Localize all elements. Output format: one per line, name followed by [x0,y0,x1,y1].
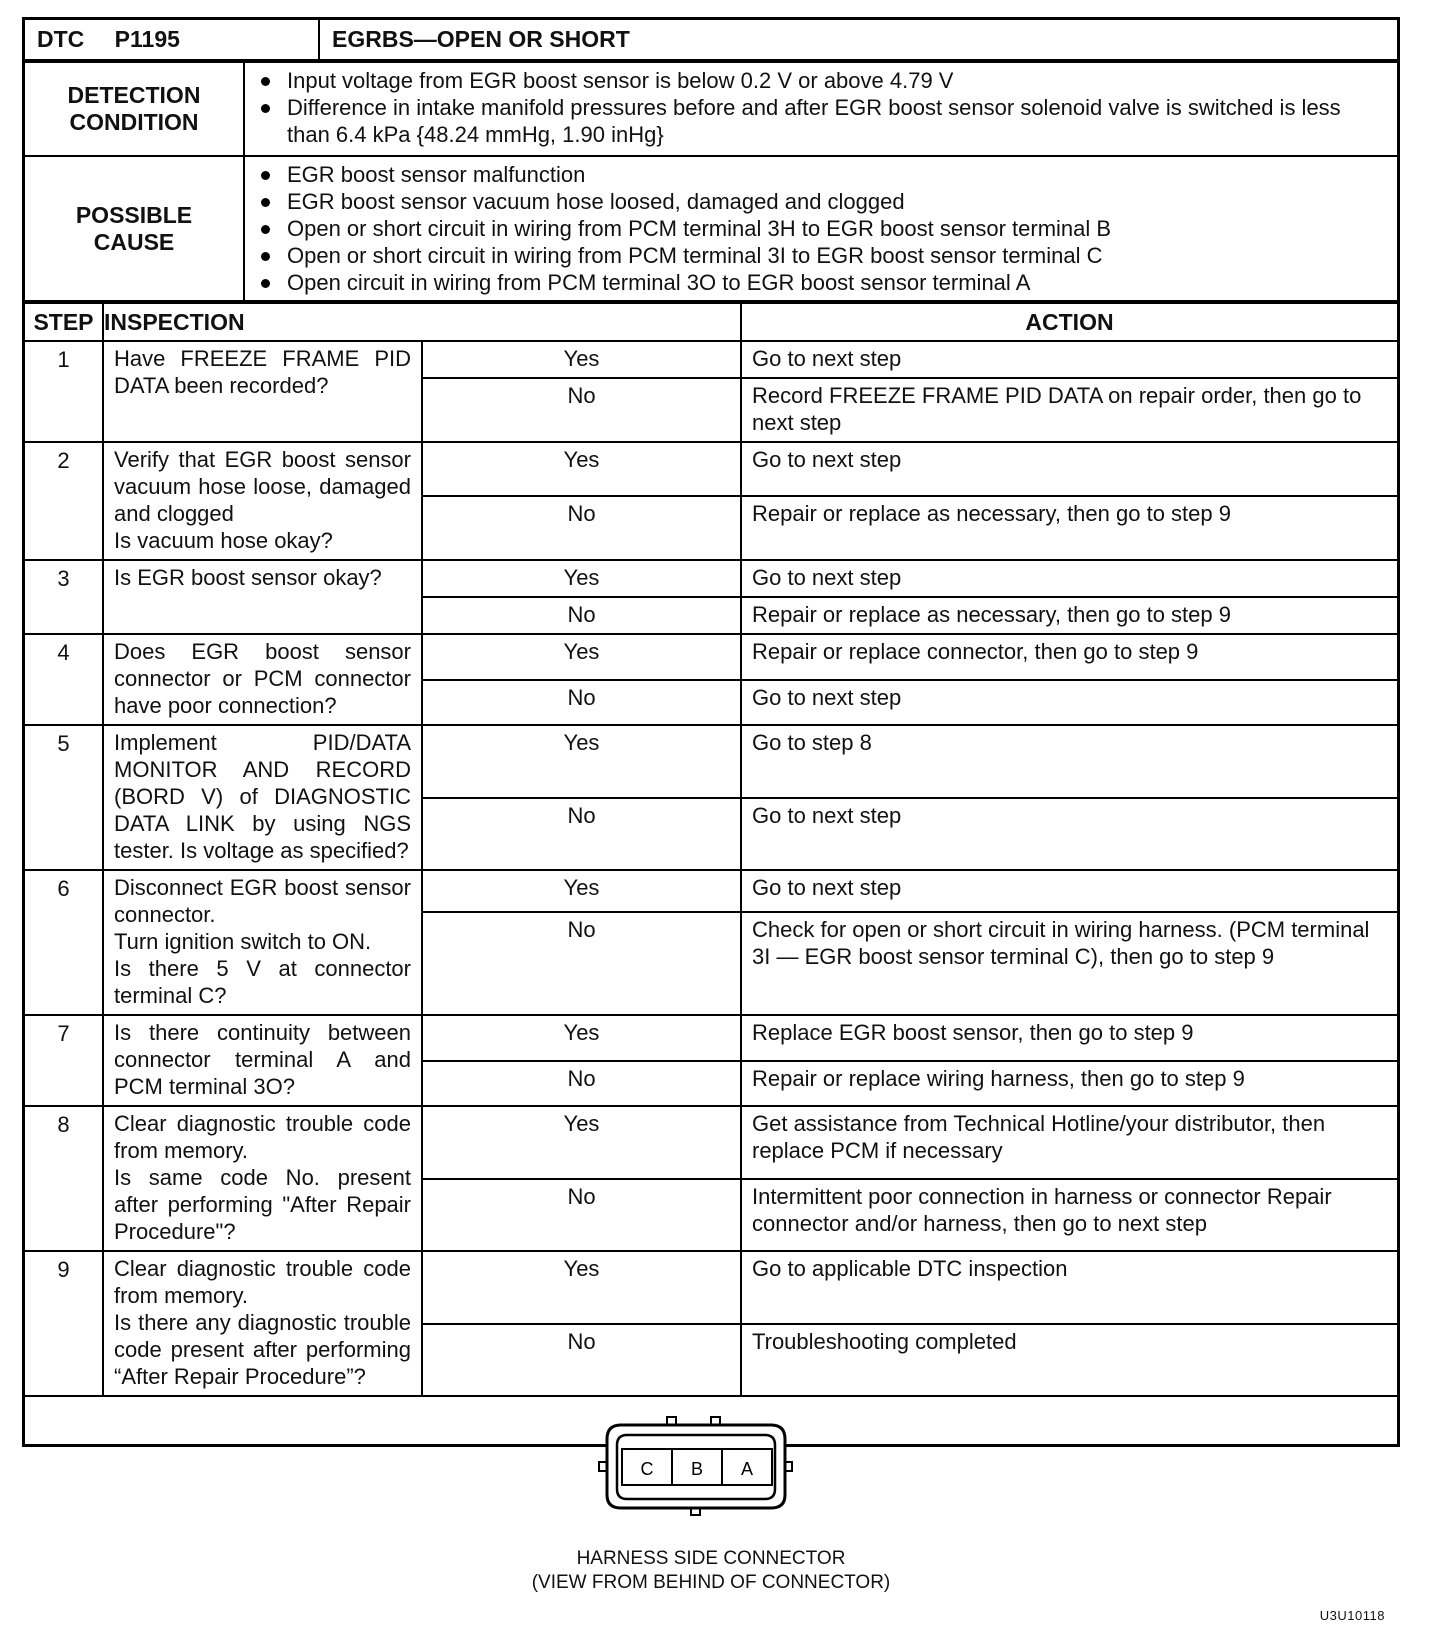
cause-label-line2: CAUSE [93,228,175,255]
step-row [25,341,1397,378]
terminal-label-b: B [690,1459,704,1479]
step-inspection: Clear diagnostic trouble code from memory. Is there any diagnostic trouble code present after performing “After Repair Procedure”? [103,1251,422,1396]
no-action: Repair or replace as necessary, then go to step 9 [741,496,1397,560]
cause-label [25,156,244,301]
yes-label: Yes [422,870,741,912]
yes-label: Yes [422,1015,741,1061]
col-inspection-header: INSPECTION [103,303,741,341]
detection-label-line1: DETECTION [67,82,201,108]
dtc-title: EGRBS—OPEN OR SHORT [319,20,1397,60]
yes-action: Get assistance from Technical Hotline/your distributor, then replace PCM if necessary [741,1106,1397,1179]
no-action: Record FREEZE FRAME PID DATA on repair order, then go to next step [741,378,1397,442]
step-inspection: Verify that EGR boost sensor vacuum hose loose, damaged and clogged Is vacuum hose okay? [103,442,422,560]
yes-action: Replace EGR boost sensor, then go to step 9 [741,1015,1397,1061]
yes-label: Yes [422,725,741,798]
step-number: 1 [25,341,103,442]
connector-diagram-area [25,1397,1397,1635]
cause-body [244,156,1397,301]
figure-code: U3U10118 [1319,1608,1385,1623]
step-row [25,1015,1397,1061]
yes-action: Go to next step [741,560,1397,597]
step-inspection: Is there continuity between connector terminal A and PCM terminal 3O? [103,1015,422,1106]
connector-diagram [595,1415,795,1525]
step-row [25,1106,1397,1179]
no-label: No [422,1179,741,1252]
bullet-item: Input voltage from EGR boost sensor is below 0.2 V or above 4.79 V [255,67,1387,94]
detection-label-line2: CONDITION [69,109,199,135]
yes-label: Yes [422,341,741,378]
yes-action: Go to next step [741,341,1397,378]
dtc-code-cell [25,20,319,60]
step-row [25,725,1397,798]
bullet-item: Open or short circuit in wiring from PCM terminal 3H to EGR boost sensor terminal B [255,215,1387,242]
no-label: No [422,597,741,634]
step-row [25,634,1397,680]
detection-label [25,62,244,156]
no-label: No [422,1324,741,1397]
bullet-item: EGR boost sensor malfunction [255,161,1387,188]
no-label: No [422,378,741,442]
step-inspection: Is EGR boost sensor okay? [103,560,422,634]
diagram-caption-line2: (VIEW FROM BEHIND OF CONNECTOR) [531,1572,891,1593]
terminal-label-c: C [640,1459,654,1479]
no-label: No [422,798,741,871]
step-number: 8 [25,1106,103,1251]
yes-action: Go to next step [741,870,1397,912]
step-number: 3 [25,560,103,634]
yes-label: Yes [422,442,741,496]
yes-action: Go to applicable DTC inspection [741,1251,1397,1324]
steps-body [25,341,1397,1396]
steps-table [25,302,1397,1397]
dtc-header [25,20,1397,61]
no-label: No [422,680,741,726]
diagram-caption-line1: HARNESS SIDE CONNECTOR [576,1548,846,1569]
no-action: Go to next step [741,798,1397,871]
step-number: 5 [25,725,103,870]
detection-list [255,67,1387,148]
step-inspection: Clear diagnostic trouble code from memory. Is same code No. present after performing "After Repair Procedure"? [103,1106,422,1251]
dtc-code: P1195 [114,26,180,52]
yes-label: Yes [422,560,741,597]
no-action: Intermittent poor connection in harness or connector Repair connector and/or harness, then go to next step [741,1179,1397,1252]
step-inspection: Implement PID/DATA MONITOR AND RECORD (BORD V) of DIAGNOSTIC DATA LINK by using NGS tester. Is voltage as specified? [103,725,422,870]
step-row [25,870,1397,912]
bullet-item: Difference in intake manifold pressures before and after EGR boost sensor solenoid valve is switched is less than 6.4 kPa {48.24 mmHg, 1.90 inHg} [255,94,1387,148]
no-action: Repair or replace as necessary, then go to step 9 [741,597,1397,634]
dtc-sheet [22,17,1400,1623]
no-action: Check for open or short circuit in wiring harness. (PCM terminal 3I — EGR boost sensor terminal C), then go to step 9 [741,912,1397,1015]
no-label: No [422,496,741,560]
no-action: Troubleshooting completed [741,1324,1397,1397]
step-row [25,560,1397,597]
yes-label: Yes [422,634,741,680]
step-inspection: Does EGR boost sensor connector or PCM connector have poor connection? [103,634,422,725]
step-row [25,1251,1397,1324]
yes-action: Repair or replace connector, then go to step 9 [741,634,1397,680]
step-number: 7 [25,1015,103,1106]
step-row [25,442,1397,496]
cause-label-line1: POSSIBLE [75,201,193,228]
no-action: Repair or replace wiring harness, then go to step 9 [741,1061,1397,1107]
terminal-label-a: A [740,1459,754,1479]
step-number: 9 [25,1251,103,1396]
detection-body [244,62,1397,156]
no-label: No [422,912,741,1015]
step-number: 4 [25,634,103,725]
col-action-header: ACTION [741,303,1397,341]
yes-label: Yes [422,1251,741,1324]
bullet-item: Open or short circuit in wiring from PCM terminal 3I to EGR boost sensor terminal C [255,242,1387,269]
step-number: 6 [25,870,103,1015]
yes-action: Go to step 8 [741,725,1397,798]
step-inspection: Have FREEZE FRAME PID DATA been recorded? [103,341,422,442]
bullet-item: EGR boost sensor vacuum hose loosed, damaged and clogged [255,188,1387,215]
dtc-label: DTC [37,26,85,52]
no-action: Go to next step [741,680,1397,726]
step-number: 2 [25,442,103,560]
step-inspection: Disconnect EGR boost sensor connector. Turn ignition switch to ON. Is there 5 V at connector terminal C? [103,870,422,1015]
cause-list [255,161,1387,296]
bullet-item: Open circuit in wiring from PCM terminal 3O to EGR boost sensor terminal A [255,269,1387,296]
yes-label: Yes [422,1106,741,1179]
info-table [25,61,1397,302]
yes-action: Go to next step [741,442,1397,496]
col-step-header: STEP [25,303,103,341]
no-label: No [422,1061,741,1107]
